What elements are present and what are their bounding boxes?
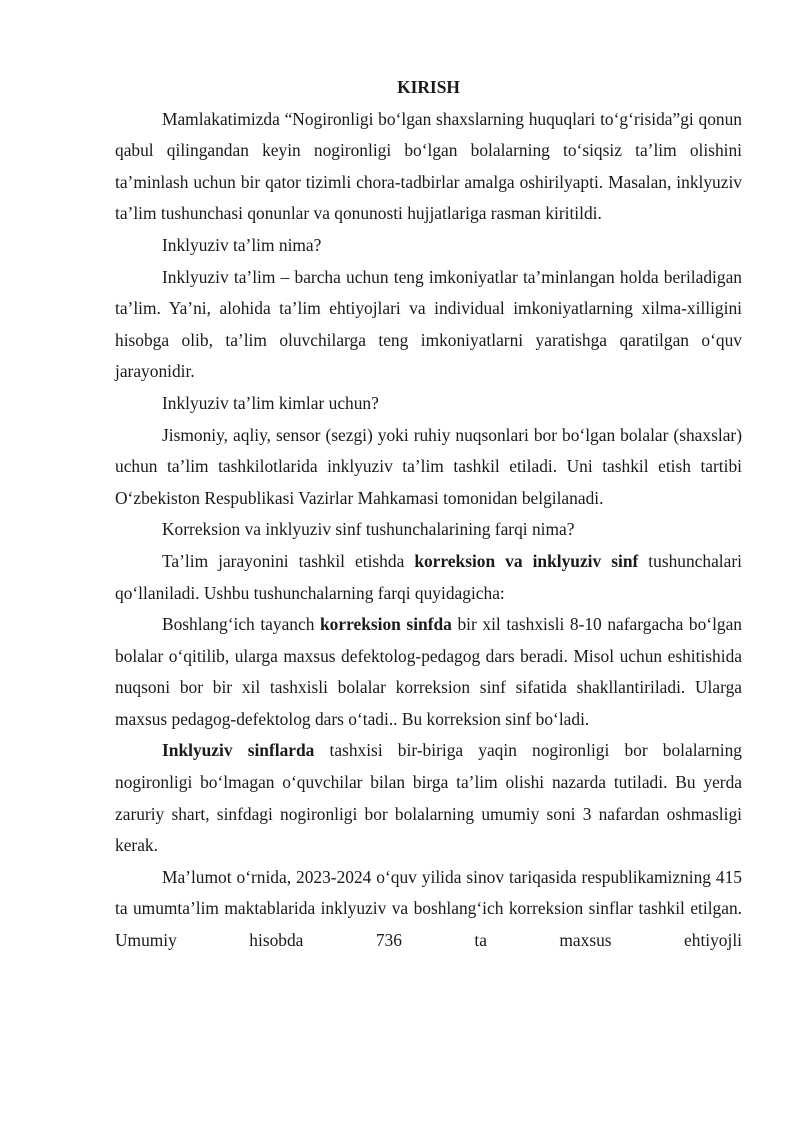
page-title: KIRISH — [397, 77, 460, 97]
question-difference: Korreksion va inklyuziv sinf tushunchalarining farqi nima? — [162, 519, 575, 540]
paragraph-inclusive-class — [115, 735, 742, 861]
paragraph-intro: Mamlakatimizda “Nogironligi bo‘lgan shaxslarning huquqlari to‘g‘risida”gi qonun qabul qilingandan keyin nogironligi bo‘lgan bolalarning to‘siqsiz ta’lim olishini ta’minlash uchun bir qator tizimli chora-tadbirlar amalga oshirilyapti. Masalan, inklyuziv ta’lim tushunchasi qonunlar va qonunosti hujjatlariga rasman kiritildi. — [115, 108, 742, 224]
paragraph-correctional-class — [115, 609, 742, 735]
text-run: Ta’lim jarayonini tashkil etishda — [162, 550, 415, 571]
paragraph-statistics: Ma’lumot o‘rnida, 2023-2024 o‘quv yilida sinov tariqasida respublikamizning 415 ta umumta’lim maktablarida inklyuziv va boshlang‘ich korreksion sinflar tashkil etilgan. Umumiy hisobda 736 ta maxsus ehtiyojli — [115, 866, 742, 951]
question-inclusive-education: Inklyuziv ta’lim nima? — [162, 234, 322, 255]
document-page — [115, 72, 742, 957]
text-run: bir xil tashxisli 8-10 nafargacha bo‘lgan bolalar o‘qitilib, ularga maxsus defektolog-pedagog dars beradi. Misol uchun eshitishida nuqsoni bor bir xil tashxisli bolalar korreksion sinf sifatida shakllantiriladi. Ularga maxsus pedagog-defektolog dars o‘tadi.. Bu korreksion sinf bo‘ladi. — [115, 614, 743, 729]
bold-term: Inklyuziv sinflarda — [162, 740, 315, 761]
paragraph-inclusive-definition: Inklyuziv ta’lim – barcha uchun teng imkoniyatlar ta’minlangan holda beriladigan ta’lim. Ya’ni, alohida ta’lim ehtiyojlari va individual imkoniyatlarning xilma-xilligini hisobga olib, ta’lim oluvchilarga teng imkoniyatlarni yaratishga qaratilgan o‘quv jarayonidir. — [115, 266, 742, 382]
text-run: Boshlang‘ich tayanch — [162, 614, 320, 635]
question-who-for: Inklyuziv ta’lim kimlar uchun? — [162, 392, 379, 413]
bold-term: korreksion sinfda — [320, 614, 452, 635]
text-run: tashxisi bir-biriga yaqin nogironligi bor bolalarning nogironligi bo‘lmagan o‘quvchilar bilan birga ta’lim olishi nazarda tutiladi. Bu yerda zaruriy shart, sinfdagi nogironligi bor bolalarning umumiy soni 3 nafardan oshmasligi kerak. — [115, 740, 742, 856]
paragraph-who-for: Jismoniy, aqliy, sensor (sezgi) yoki ruhiy nuqsonlari bor bo‘lgan bolalar (shaxslar) uchun ta’lim tashkilotlarida inklyuziv ta’lim tashkil etiladi. Uni tashkil etish tartibi O‘zbekiston Respublikasi Vazirlar Mahkamasi tomonidan belgilanadi. — [115, 424, 742, 508]
text-run: tushunchalari qo‘llaniladi. Ushbu tushunchalarning farqi quyidagicha: — [115, 550, 742, 603]
bold-term: korreksion va inklyuziv sinf — [414, 550, 639, 571]
paragraph-concepts — [115, 546, 742, 609]
